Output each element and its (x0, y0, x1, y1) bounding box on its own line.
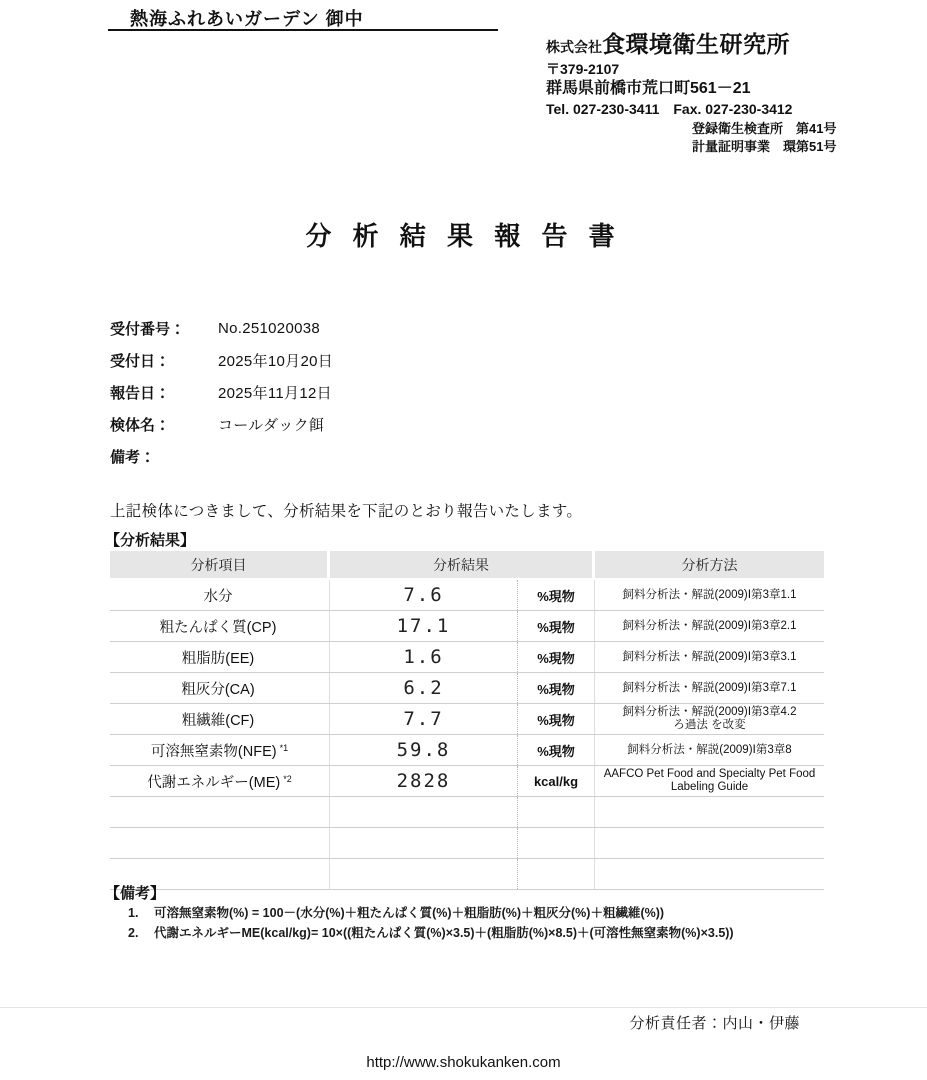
company-name-line (546, 30, 836, 59)
company-prefix: 株式会社 (546, 39, 602, 55)
analysis-method (595, 611, 824, 641)
item-label: 水分 (203, 588, 233, 605)
analysis-item (110, 735, 330, 765)
company-address: 群馬県前橋市荒口町561－21 (546, 80, 751, 98)
info-value: No.251020038 (218, 319, 321, 337)
table-row-empty (110, 828, 824, 859)
analysis-item (110, 704, 330, 734)
company-registration-1: 登録衛生検査所 第41号 (692, 120, 837, 136)
intro-sentence: 上記検体につきまして、分析結果を下記のとおり報告いたします。 (110, 503, 583, 520)
analysis-method (595, 766, 824, 796)
table-row (110, 580, 824, 611)
table-row-empty (110, 859, 824, 890)
table-row (110, 704, 824, 735)
info-label: 報告日： (110, 384, 171, 402)
method-line-2: ろ過法 を改変 (673, 719, 746, 731)
analysis-unit: %現物 (518, 704, 595, 734)
info-row-report-date (110, 376, 610, 408)
table-row (110, 673, 824, 704)
info-row-sample-name (110, 408, 610, 440)
item-label: 可溶無窒素物(NFE) (150, 743, 277, 760)
analysis-unit: %現物 (518, 642, 595, 672)
table-header-row (110, 551, 824, 578)
table-row (110, 766, 824, 797)
info-row-remarks (110, 440, 610, 472)
analysis-unit: %現物 (518, 673, 595, 703)
addressee-underline (108, 29, 498, 31)
analysis-item (110, 580, 330, 610)
footer-divider (0, 1007, 927, 1008)
analysis-unit: %現物 (518, 735, 595, 765)
analysis-method (595, 642, 824, 672)
note-text: 代謝エネルギーME(kcal/kg)= 10×((粗たんぱく質(%)×3.5)＋(粗脂肪(%)×8.5)＋(可溶性無窒素物(%)×3.5)) (154, 926, 734, 940)
info-value: 2025年10月20日 (218, 352, 334, 370)
info-label: 受付番号： (110, 320, 186, 338)
analysis-item (110, 766, 330, 796)
info-label: 検体名： (110, 416, 171, 434)
method-line-1: 飼料分析法・解説(2009)Ⅰ第3章2.1 (622, 619, 797, 632)
item-label: 代謝エネルギー(ME) (147, 774, 281, 791)
method-line-1: AAFCO Pet Food and Specialty Pet Food (603, 768, 816, 780)
analysis-item (110, 611, 330, 641)
table-header-method: 分析方法 (595, 551, 824, 578)
company-website-link[interactable]: http://www.shokukanken.com (366, 1054, 561, 1071)
item-footnote-ref: *1 (279, 743, 289, 753)
analysis-value: 7.6 (330, 580, 518, 610)
company-registration-2: 計量証明事業 環第51号 (692, 139, 837, 154)
analysis-value: 17.1 (330, 611, 518, 641)
method-line-1: 飼料分析法・解説(2009)Ⅰ第3章1.1 (622, 588, 797, 601)
receipt-info (110, 312, 610, 472)
analysis-value: 7.7 (330, 704, 518, 734)
item-footnote-ref: *2 (283, 774, 292, 784)
analysis-method (595, 797, 824, 827)
item-label: 粗灰分(CA) (181, 681, 255, 698)
table-header-result: 分析結果 (330, 551, 595, 578)
analysis-unit: %現物 (518, 611, 595, 641)
table-row (110, 611, 824, 642)
method-line-1: 飼料分析法・解説(2009)Ⅰ第3章4.2 (622, 706, 797, 718)
info-row-receipt-number (110, 312, 610, 344)
note-number: 2. (128, 926, 139, 940)
company-block (546, 30, 836, 155)
analysis-value: 1.6 (330, 642, 518, 672)
method-line-2: Labeling Guide (670, 781, 749, 793)
results-table (110, 551, 824, 890)
analysis-method (595, 828, 824, 858)
item-label: 粗繊維(CF) (181, 712, 255, 729)
analysis-value: 59.8 (330, 735, 518, 765)
item-label: 粗脂肪(EE) (181, 650, 255, 667)
analysis-value (330, 828, 518, 858)
page-title: 分 析 結 果 報 告 書 (305, 221, 622, 251)
note-item-2 (128, 923, 888, 943)
analysis-responsible: 分析責任者：内山・伊藤 (629, 1015, 800, 1032)
analysis-value (330, 797, 518, 827)
analysis-unit (518, 828, 595, 858)
addressee-name: 熱海ふれあいガーデン 御中 (130, 9, 364, 29)
table-row (110, 642, 824, 673)
company-postal-code: 〒379-2107 (546, 60, 620, 77)
table-header-item: 分析項目 (110, 551, 330, 578)
analysis-item (110, 828, 330, 858)
analysis-item (110, 642, 330, 672)
info-label: 備考： (110, 448, 156, 466)
table-row-empty (110, 797, 824, 828)
analysis-item (110, 797, 330, 827)
analysis-unit (518, 797, 595, 827)
analysis-method (595, 580, 824, 610)
note-text: 可溶無窒素物(%) = 100－(水分(%)＋粗たんぱく質(%)＋粗脂肪(%)＋粗灰分(%)＋粗繊維(%)) (154, 906, 665, 920)
info-value: 2025年11月12日 (218, 384, 332, 402)
analysis-method (595, 704, 824, 734)
info-row-receipt-date (110, 344, 610, 376)
analysis-value: 2828 (330, 766, 518, 796)
company-name: 食環境衛生研究所 (602, 31, 790, 57)
results-section-heading: 【分析結果】 (105, 532, 196, 549)
analysis-method (595, 859, 824, 889)
notes-section-heading: 【備考】 (105, 885, 166, 902)
note-item-1 (128, 903, 888, 923)
notes-list (128, 903, 888, 943)
analysis-method (595, 735, 824, 765)
analysis-value (330, 859, 518, 889)
info-label: 受付日： (110, 352, 171, 370)
item-label: 粗たんぱく質(CP) (159, 619, 277, 636)
method-line-1: 飼料分析法・解説(2009)Ⅰ第3章7.1 (622, 681, 797, 694)
method-line-1: 飼料分析法・解説(2009)Ⅰ第3章8 (627, 743, 792, 756)
analysis-unit (518, 859, 595, 889)
method-line-1: 飼料分析法・解説(2009)Ⅰ第3章3.1 (622, 650, 797, 663)
analysis-unit: kcal/kg (518, 766, 595, 796)
analysis-value: 6.2 (330, 673, 518, 703)
analysis-item (110, 673, 330, 703)
analysis-unit: %現物 (518, 580, 595, 610)
table-row (110, 735, 824, 766)
analysis-method (595, 673, 824, 703)
info-value: コールダック餌 (218, 416, 325, 434)
company-tel-fax: Tel. 027-230-3411 Fax. 027-230-3412 (546, 101, 793, 118)
note-number: 1. (128, 906, 139, 920)
